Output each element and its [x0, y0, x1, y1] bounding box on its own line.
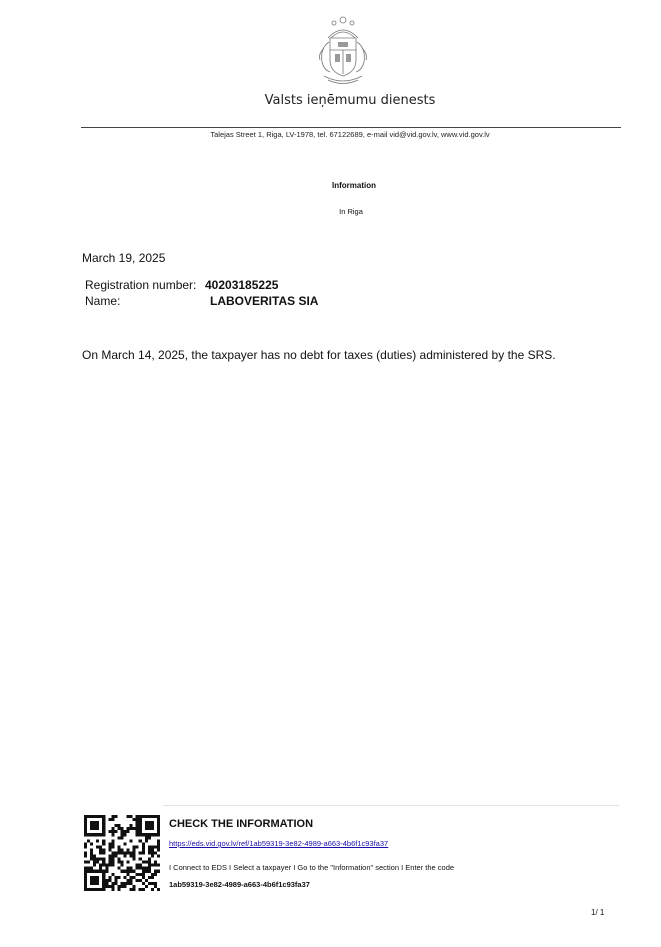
footer-divider — [163, 805, 619, 806]
document-title: Information — [332, 181, 376, 190]
verification-link[interactable]: https://eds.vid.gov.lv/ref/1ab59319-3e82-4989-a663-4b6f1c93fa37 — [169, 839, 389, 848]
document-place: In Riga — [339, 207, 363, 216]
verification-steps: I Connect to EDS I Select a taxpayer I Go to the "Information" section I Enter the code — [169, 863, 455, 872]
taxpayer-name: LABOVERITAS SIA — [210, 294, 319, 308]
qr-code-icon — [84, 815, 160, 891]
registration-label: Registration number: — [85, 278, 197, 292]
latvia-coat-of-arms-icon — [314, 14, 372, 88]
document-date: March 19, 2025 — [82, 251, 166, 265]
header-divider — [81, 127, 621, 128]
verification-code: 1ab59319-3e82-4989-a663-4b6f1c93fa37 — [169, 880, 310, 889]
page-number: 1/ 1 — [591, 908, 605, 917]
registration-number: 40203185225 — [205, 278, 279, 292]
check-information-title: CHECK THE INFORMATION — [169, 818, 314, 830]
statement-text: On March 14, 2025, the taxpayer has no debt for taxes (duties) administered by the SRS. — [82, 348, 556, 362]
name-label: Name: — [85, 294, 121, 308]
organization-name: Valsts ieņēmumu dienests — [264, 93, 436, 108]
contact-line: Talejas Street 1, Riga, LV-1978, tel. 67122689, e-mail vid@vid.gov.lv, www.vid.gov.lv — [210, 130, 490, 139]
